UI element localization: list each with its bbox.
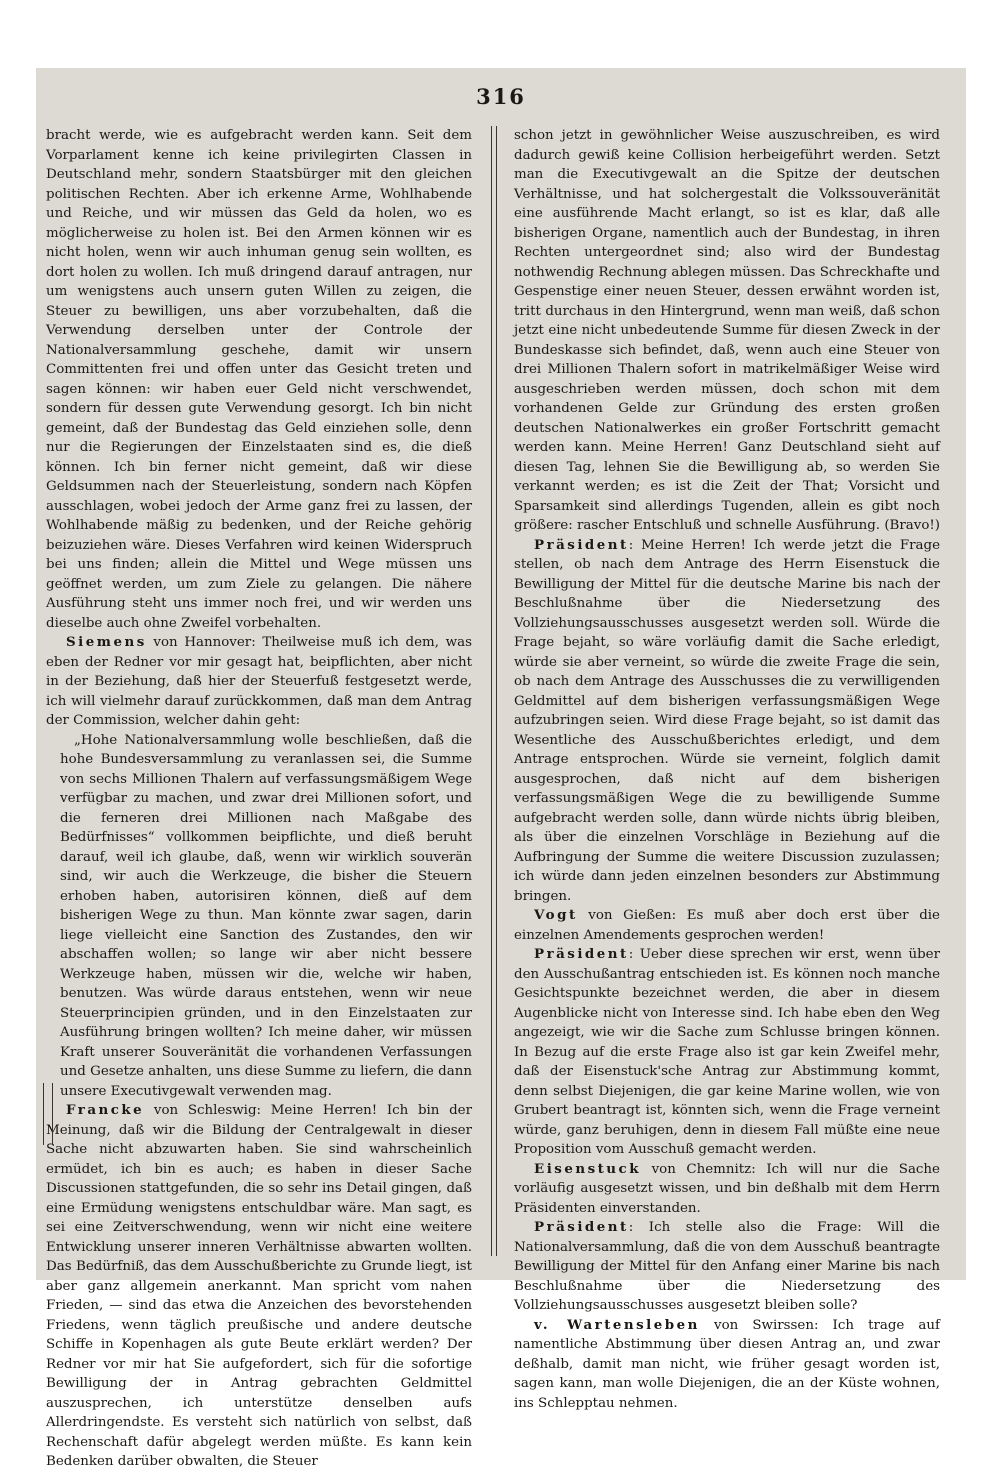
paragraph [514, 536, 940, 907]
paragraph [46, 126, 472, 633]
column-divider [491, 126, 497, 1256]
paragraph [514, 1316, 940, 1414]
paragraph-text: : Ich stelle also die Frage: Will die Nationalversammlung, daß die von dem Ausschuß beantragte Bewilligung der Mittel für den Anfang einer Marine bis nach Beschlußnahme über die Niedersetzung des Vollziehungsausschusses ausgesetzt bleiben solle? [514, 1220, 940, 1313]
margin-marks [43, 1083, 53, 1145]
paragraph-text: von Chemnitz: Ich will nur die Sache vorläufig ausgesetzt wissen, und bin deßhalb mit dem Herrn Präsidenten einverstanden. [514, 1161, 940, 1216]
page-number: 316 [476, 84, 526, 109]
speaker-name: Francke [66, 1102, 145, 1118]
scanned-page [36, 68, 966, 1469]
speaker-name: v. Wartensleben [534, 1316, 700, 1333]
paragraph-text: von Gießen: Es muß aber doch erst über die einzelnen Amendements gesprochen werden! [514, 908, 940, 943]
paragraph-text: schon jetzt in gewöhnlicher Weise auszuschreiben, es wird dadurch gewiß keine Collision herbeigeführt werden. Setzt man die Executivgewalt an die Spitze der deutschen Verhältnisse, und hat solchergestalt die Volkssouveränität eine ausführende Macht erlangt, so ist es klar, daß alle bisherigen Organe, namentlich auch der Bundestag, in ihren Rechten untergeordnet sind; also wird der Bundestag nothwendig Rechnung ablegen müssen. Das Schreckhafte und Gespenstige einer neuen Steuer, dessen erwähnt worden ist, tritt durchaus in den Hintergrund, wenn man weiß, daß schon jetzt eine nicht unbedeutende Summe für diesen Zweck in der Bundeskasse sich befindet, daß, wenn auch eine Steuer von drei Millionen Thalern sofort in matrikelmäßiger Weise wird ausgeschrieben werden müssen, doch schon mit dem vorhandenen Gelde zur Gründung des ersten großen deutschen Nationalwerkes ein großer Fortschritt gemacht werden kann. Meine Herren! Ganz Deutschland sieht auf diesen Tag, lehnen Sie die Bewilligung ab, so werden Sie verkannt werden; es ist die Zeit der That; Vorsicht und Sparsamkeit sind allerdings Tugenden, allein es gibt noch größere: rascher Entschluß und schnelle Ausführung. (Bravo!) [514, 128, 940, 533]
left-column [46, 126, 472, 1469]
speaker-name: Eisenstuck [534, 1160, 641, 1177]
paragraph [514, 945, 940, 1160]
paragraph-text: bracht werde, wie es aufgebracht werden kann. Seit dem Vorparlament kenne ich keine privilegirten Classen in Deutschland mehr, sondern Staatsbürger mit den gleichen politischen Rechten. Aber ich erkenne Arme, Wohlhabende und Reiche, und wir müssen das Geld da holen, wo es möglicherweise zu holen ist. Bei den Armen können wir es nicht holen, wenn wir auch inhuman genug sein wollten, es dort holen zu wollen. Ich muß dringend darauf antragen, nur um wenigstens auch unsern guten Willen zu zeigen, die Steuer zu bewilligen, uns aber vorzubehalten, daß die Verwendung derselben unter der Controle der Nationalversammlung geschehe, damit wir unsern Committenten frei und offen unter das Gesicht treten und sagen können: wir haben euer Geld nicht verschwendet, sondern für dessen gute Verwendung gesorgt. Ich bin nicht gemeint, daß der Bundestag das Geld einziehen solle, denn nur die Regierungen der Einzelstaaten sind es, die dieß können. Ich bin ferner nicht gemeint, daß wir diese Geldsummen nach der Steuerleistung, sondern nach Köpfen ausschlagen, wobei jedoch der Arme ganz frei zu lassen, der Wohlhabende mäßig zu bedenken, und der Reiche gehörig beizuziehen wäre. Dieses Verfahren wird keinen Widerspruch bei uns finden; allein die Mittel und Wege müssen uns geöffnet werden, um zum Ziele zu gelangen. Die nähere Ausführung steht uns immer noch frei, und wir werden uns dieselbe auch ohne Zweifel vorbehalten. [46, 128, 472, 631]
paragraph-text: von Hannover: Theilweise muß ich dem, was eben der Redner vor mir gesagt hat, beipflichten, aber nicht in der Beziehung, daß hier der Steuerfuß festgesetzt werde, ich will vielmehr darauf zurückkommen, daß man dem Antrag der Commission, welcher dahin geht: [46, 635, 472, 728]
paragraph [514, 1160, 940, 1219]
paragraph-text: : Meine Herren! Ich werde jetzt die Frage stellen, ob nach dem Antrage des Herrn Eisenstuck die Bewilligung der Mittel für die deutsche Marine bis nach der Beschlußnahme über die Niedersetzung des Vollziehungsausschusses ausgesetzt werden soll. Würde die Frage bejaht, so wäre vorläufig damit die Sache erledigt, würde sie aber verneint, so würde die zweite Frage die sein, ob nach dem Antrage des Ausschusses die zu verwilligenden Geldmittel auf dem bisherigen verfassungsmäßigen Wege aufzubringen seien. Wird diese Frage bejaht, so ist damit das Wesentliche des Ausschußberichtes erledigt, und dem Antrage entsprochen. Würde sie verneint, folglich damit ausgesprochen, daß nicht auf dem bisherigen verfassungsmäßigen Wege die zu bewilligende Summe aufgebracht werden solle, dann würde nichts übrig bleiben, als über die einzelnen Vorschläge in Beziehung auf die Aufbringung der Summe die weitere Discussion zuzulassen; ich würde dann jeden einzelnen besonders zur Abstimmung bringen. [514, 537, 940, 904]
speaker-name: Siemens [66, 634, 147, 650]
paragraph-text: von Schleswig: Meine Herren! Ich bin der Meinung, daß wir die Bildung der Centralgewalt in dieser Sache nicht abzuwarten haben. Sie sind wahrscheinlich ermüdet, ich bin es auch; es haben in dieser Sache Discussionen stattgefunden, die so sehr ins Detail gingen, daß eine Ermüdung wenigstens entschuldbar wäre. Man sagt, es sei eine Zeitverschwendung, wenn wir nicht eine weitere Entwicklung unserer inneren Verhältnisse abwarten wollten. Das Bedürfniß, das dem Ausschußberichte zu Grunde liegt, ist aber ganz allgemein anerkannt. Man spricht vom nahen Frieden, — sind das etwa die Anzeichen des bevorstehenden Friedens, wenn täglich preußische und andere deutsche Schiffe in Kopenhagen als gute Beute erklärt werden? Der Redner vor mir hat Sie aufgefordert, sich für die sofortige Bewilligung der in Antrag gebrachten Geldmittel auszusprechen, ich unterstütze denselben aufs Allerdringendste. Es versteht sich natürlich von selbst, daß Rechenschaft dafür abgelegt werden müßte. Es kann kein Bedenken darüber obwalten, die Steuer [46, 1103, 472, 1469]
speaker-name: Präsident [534, 1219, 629, 1235]
speaker-name: Vogt [534, 907, 578, 923]
paragraph [514, 906, 940, 945]
speaker-name: Präsident [534, 536, 629, 553]
paragraph [514, 126, 940, 536]
paragraph-text: „Hohe Nationalversammlung wolle beschließen, daß die hohe Bundesversammlung zu veranlassen sei, die Summe von sechs Millionen Thalern auf verfassungsmäßigem Wege verfügbar zu machen, und zwar drei Millionen sofort, und die ferneren drei Millionen nach Maßgabe des Bedürfnisses“ vollkommen beipflichte, und dieß beruht darauf, weil ich glaube, daß, wenn wir wirklich souverän sind, wir auch die Werkzeuge, die bisher die Steuern erhoben haben, autorisiren können, dieß auf dem bisherigen Wege zu thun. Man könnte zwar sagen, darin liege vielleicht eine Sanction des Zustandes, den wir abschaffen wollen; so lange wir aber nicht bessere Werkzeuge haben, müssen wir die, welche wir haben, benutzen. Was würde daraus entstehen, wenn wir neue Steuerprincipien gründen, und in den Einzelstaaten zur Ausführung bringen wollten? Ich meine daher, wir müssen Kraft unserer Souveränität die vorhandenen Verfassungen und Gesetze anhalten, uns diese Summe zu liefern, die dann unsere Executivgewalt verwenden mag. [60, 732, 472, 1099]
paragraph [514, 1218, 940, 1316]
paragraph-text: von Swirssen: Ich trage auf namentliche Abstimmung über diesen Antrag an, und zwar deßhalb, damit man nicht, wie früher gesagt worden ist, sagen kann, man wolle Diejenigen, die an der Küste wohnen, ins Schlepptau nehmen. [514, 1317, 940, 1411]
paragraph [46, 1101, 472, 1472]
paragraph [46, 633, 472, 731]
paragraph-text: : Ueber diese sprechen wir erst, wenn über den Ausschußantrag entschieden ist. Es können noch manche Gesichtspunkte bezeichnet werden, die aber in diesem Augenblicke nicht von Interesse sind. Ich habe eben den Weg angezeigt, wie wir die Sache zum Schlusse bringen können. In Bezug auf die erste Frage also ist gar kein Zweifel mehr, daß der Eisenstuck'sche Antrag zur Abstimmung kommt, denn selbst Diejenigen, die gar keine Marine wollen, wie von Grubert beantragt ist, könnten sich, wenn die Frage verneint würde, ganz beruhigen, denn in diesem Fall müßte eine neue Proposition vom Ausschuß gemacht werden. [514, 947, 940, 1157]
paragraph [46, 731, 472, 1102]
speaker-name: Präsident [534, 946, 629, 962]
right-column [514, 126, 940, 1411]
